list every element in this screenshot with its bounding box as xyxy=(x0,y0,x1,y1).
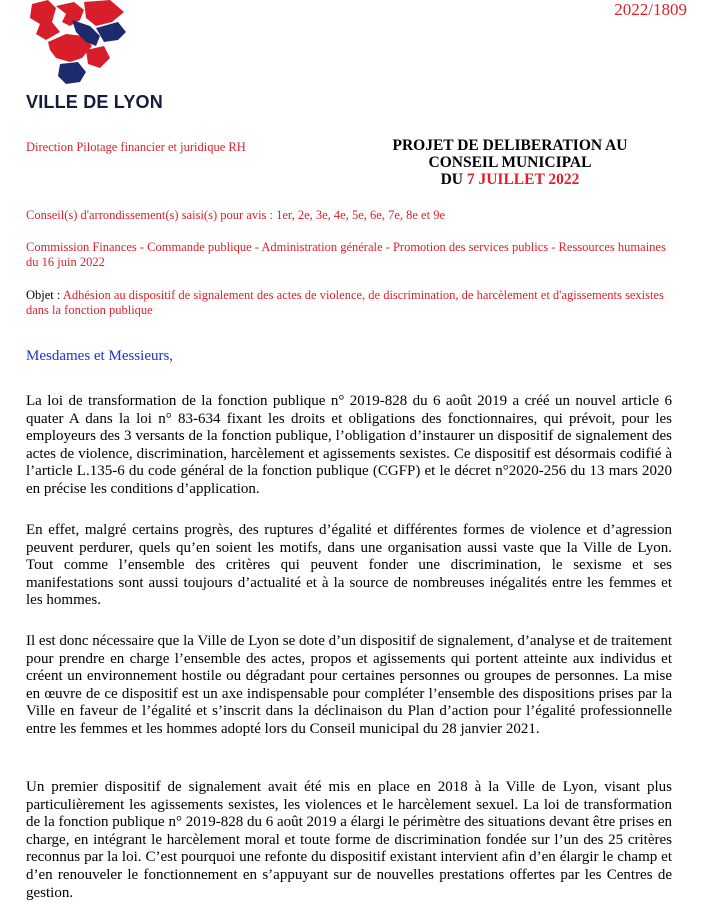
body-paragraph: La loi de transformation de la fonction publique n° 2019-828 du 6 août 2019 a créé un nouvel article 6 quater A dans la loi n° 83-634 fixant les droits et obligations des fonctionnaires, qui prévoit, pour les employeurs des 3 versants de la fonction publique, l’obligation d’instaurer un dispositif de signalement des actes de violence, discrimination, harcèlement et agissements sexistes. Ce dispositif est désormais codifié à l’article L.135-6 du code général de la fonction publique (CGFP) et le décret n°2020-256 du 13 mars 2020 en précise les conditions d’application. xyxy=(26,393,672,497)
logo-text: VILLE DE LYON xyxy=(26,92,163,112)
objet-line xyxy=(26,288,676,318)
objet-text: Adhésion au dispositif de signalement des actes de violence, de discrimination, de harcèlement et d'agissements sexistes dans la fonction publique xyxy=(26,288,664,317)
title-line-1: PROJET DE DELIBERATION AU xyxy=(392,137,628,154)
objet-label: Objet : xyxy=(26,288,63,302)
body-paragraph: Un premier dispositif de signalement avait été mis en place en 2018 à la Ville de Lyon, visant plus particulièrement les agissements sexistes, les violences et le harcèlement sexuel. La loi de transformation de la fonction publique n° 2019-828 du 6 août 2019 a élargi le périmètre des situations devant être prises en charge, en intégrant le harcèlement moral et toute forme de discrimination fondée sur l’un des 25 critères reconnus par la loi. C’est pourquoi une refonte du dispositif existant intervient afin d’en élargir le champ et d’en renouveler le fonctionnement en s’appuyant sur de nouvelles prestations offertes par les Centres de gestion. xyxy=(26,779,672,901)
title-date-line xyxy=(360,171,660,188)
body-paragraph: En effet, malgré certains progrès, des ruptures d’égalité et différentes formes de violence et d’agression peuvent perdurer, quels qu’en soient les motifs, dans une organisation aussi vaste que la Ville de Lyon. Tout comme l’ensemble des critères qui peuvent fonder une discrimination, le sexisme et ses manifestations sont aussi toujours d’actualité et à la source de nombreuses inégalités entre les femmes et les hommes. xyxy=(26,522,672,609)
title-line-2: CONSEIL MUNICIPAL xyxy=(428,154,592,171)
commission-line: Commission Finances - Commande publique - Administration générale - Promotion des services publics - Ressources humaines du 16 juin 2022 xyxy=(26,240,666,269)
conseils-arrondissement: Conseil(s) d'arrondissement(s) saisi(s) pour avis : 1er, 2e, 3e, 4e, 5e, 6e, 7e, 8e et 9e xyxy=(26,208,445,222)
title-date-prefix: DU xyxy=(440,171,467,188)
greeting: Mesdames et Messieurs, xyxy=(26,348,174,364)
deliberation-reference: 2022/1809 xyxy=(614,0,687,19)
direction-label: Direction Pilotage financier et juridique RH xyxy=(26,140,246,154)
lion-emblem-icon xyxy=(30,0,126,84)
document-title xyxy=(360,137,660,188)
title-date: 7 JUILLET 2022 xyxy=(466,171,580,188)
body-paragraph: Il est donc nécessaire que la Ville de Lyon se dote d’un dispositif de signalement, d’analyse et de traitement pour prendre en charge l’ensemble des actes, propos et agissements qui portent atteinte aux individus et créent un environnement hostile ou dégradant pour certaines personnes ou groupes de personnes. La mise en œuvre de ce dispositif est un axe indispensable pour compléter l’ensemble des dispositions prises par la Ville en faveur de l’égalité et s’inscrit dans la déclinaison du Plan d’action pour l’égalité professionnelle entre les femmes et les hommes adopté lors du Conseil municipal du 28 janvier 2021. xyxy=(26,633,672,737)
